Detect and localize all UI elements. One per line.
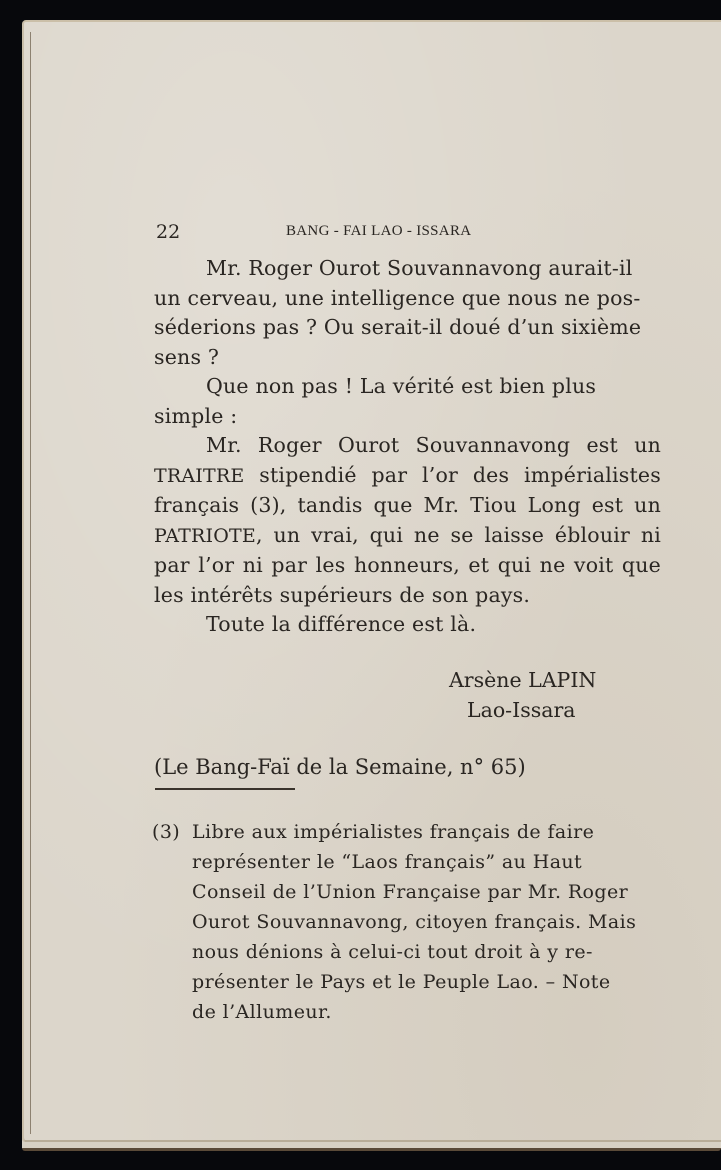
text-segment: stipendié par l’or des impérialistes français (3), tandis que Mr. Tiou Long est un [154, 462, 661, 517]
page-fold-line [30, 32, 31, 1134]
text-segment: Mr. Roger Ourot Souvannavong est un [206, 433, 661, 457]
signature-group: Lao-Issara [467, 698, 576, 722]
footnote-line: Ourot Souvannavong, citoyen français. Mais [192, 911, 637, 933]
paragraph-3 [154, 431, 661, 610]
emphasis-traitre: TRAITRE [154, 464, 245, 487]
footnote-line: présenter le Pays et le Peuple Lao. – Note [192, 971, 611, 993]
footnote-line: de l’Allumeur. [192, 1001, 332, 1023]
signature-name: Arsène LAPIN [449, 668, 597, 692]
text-line: Que non pas ! La vérité est bien plus [206, 374, 597, 398]
footnote-line: représenter le “Laos français” au Haut [192, 851, 583, 873]
footnote-marker: (3) [152, 821, 181, 843]
text-segment: , un vrai, qui ne se laisse éblouir ni par l’or ni par les honneurs, et qui ne voit que les intérêts supérieurs de son pays. [154, 522, 661, 607]
paragraph-4: Toute la différence est là. [206, 612, 477, 636]
footnote-text [192, 817, 660, 1027]
text-line: simple : [154, 403, 238, 428]
book-page [22, 20, 721, 1142]
article-body [154, 254, 661, 640]
text-line: Mr. Roger Ourot Souvannavong aurait-il [206, 256, 633, 280]
emphasis-patriote: PATRIOTE [154, 524, 256, 547]
footnote-line: Libre aux impérialistes français de faire [192, 821, 595, 843]
running-title: BANG - FAI LAO - ISSARA [286, 223, 472, 239]
page-number: 22 [156, 221, 181, 243]
text-line: sens ? [154, 344, 220, 369]
running-head [156, 221, 660, 243]
paragraph-1 [154, 254, 661, 372]
text-line: un cerveau, une intelligence que nous ne pos- [154, 285, 641, 310]
footnote-divider [155, 788, 295, 790]
text-line: séderions pas ? Ou serait-il doué d’un sixième [154, 315, 642, 339]
paragraph-2 [154, 372, 661, 431]
footnote-line: Conseil de l’Union Française par Mr. Roger [192, 881, 629, 903]
footnote-line: nous dénions à celui-ci tout droit à y re- [192, 941, 593, 963]
footnote [152, 817, 660, 1027]
source-citation: (Le Bang-Faï de la Semaine, n° 65) [154, 755, 526, 779]
